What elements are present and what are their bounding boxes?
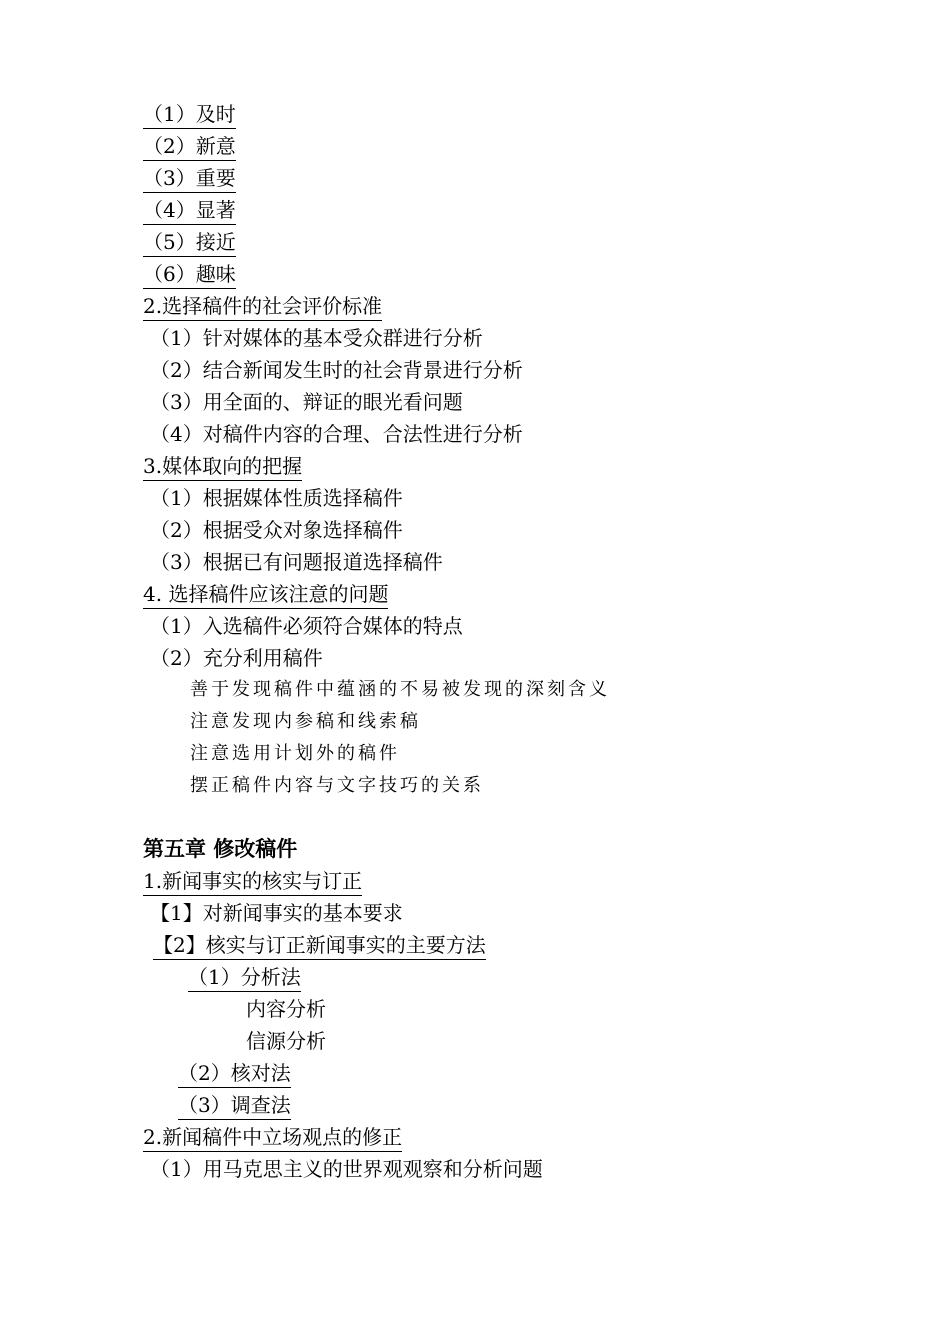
list-item: （3）调查法 bbox=[178, 1093, 291, 1117]
sub-item: 信源分析 bbox=[246, 1029, 326, 1053]
list-item: 【2】核实与订正新闻事实的主要方法 bbox=[153, 933, 486, 957]
list-item: 【1】对新闻事实的基本要求 bbox=[150, 901, 403, 925]
section-heading: 3.媒体取向的把握 bbox=[143, 454, 302, 478]
list-item: （2）新意 bbox=[143, 134, 236, 158]
list-item: （2）充分利用稿件 bbox=[150, 646, 323, 670]
list-item: （3）根据已有问题报道选择稿件 bbox=[150, 550, 443, 574]
list-item: （2）结合新闻发生时的社会背景进行分析 bbox=[150, 358, 523, 382]
chapter-title: 第五章 修改稿件 bbox=[143, 836, 298, 861]
sub-item: 摆正稿件内容与文字技巧的关系 bbox=[190, 775, 484, 796]
list-item: （1）入选稿件必须符合媒体的特点 bbox=[150, 614, 463, 638]
sub-item: 注意选用计划外的稿件 bbox=[190, 743, 400, 764]
list-item: （4）对稿件内容的合理、合法性进行分析 bbox=[150, 422, 523, 446]
list-item: （1）分析法 bbox=[188, 965, 301, 989]
list-item: （2）核对法 bbox=[178, 1061, 291, 1085]
sub-item: 善于发现稿件中蕴涵的不易被发现的深刻含义 bbox=[190, 679, 610, 700]
section-heading: 1.新闻事实的核实与订正 bbox=[143, 869, 362, 893]
sub-item: 注意发现内参稿和线索稿 bbox=[190, 711, 421, 732]
list-item: （5）接近 bbox=[143, 230, 236, 254]
section-heading: 2.新闻稿件中立场观点的修正 bbox=[143, 1125, 402, 1149]
list-item: （1）及时 bbox=[143, 102, 236, 126]
list-item: （3）用全面的、辩证的眼光看问题 bbox=[150, 390, 463, 414]
sub-item: 内容分析 bbox=[246, 997, 326, 1021]
list-item: （1）根据媒体性质选择稿件 bbox=[150, 486, 403, 510]
section-heading: 2.选择稿件的社会评价标准 bbox=[143, 294, 382, 318]
list-item: （4）显著 bbox=[143, 198, 236, 222]
list-item: （1）用马克思主义的世界观观察和分析问题 bbox=[150, 1157, 543, 1181]
list-item: （2）根据受众对象选择稿件 bbox=[150, 518, 403, 542]
section-heading: 4. 选择稿件应该注意的问题 bbox=[143, 582, 388, 606]
list-item: （6）趣味 bbox=[143, 262, 236, 286]
list-item: （1）针对媒体的基本受众群进行分析 bbox=[150, 326, 483, 350]
list-item: （3）重要 bbox=[143, 166, 236, 190]
